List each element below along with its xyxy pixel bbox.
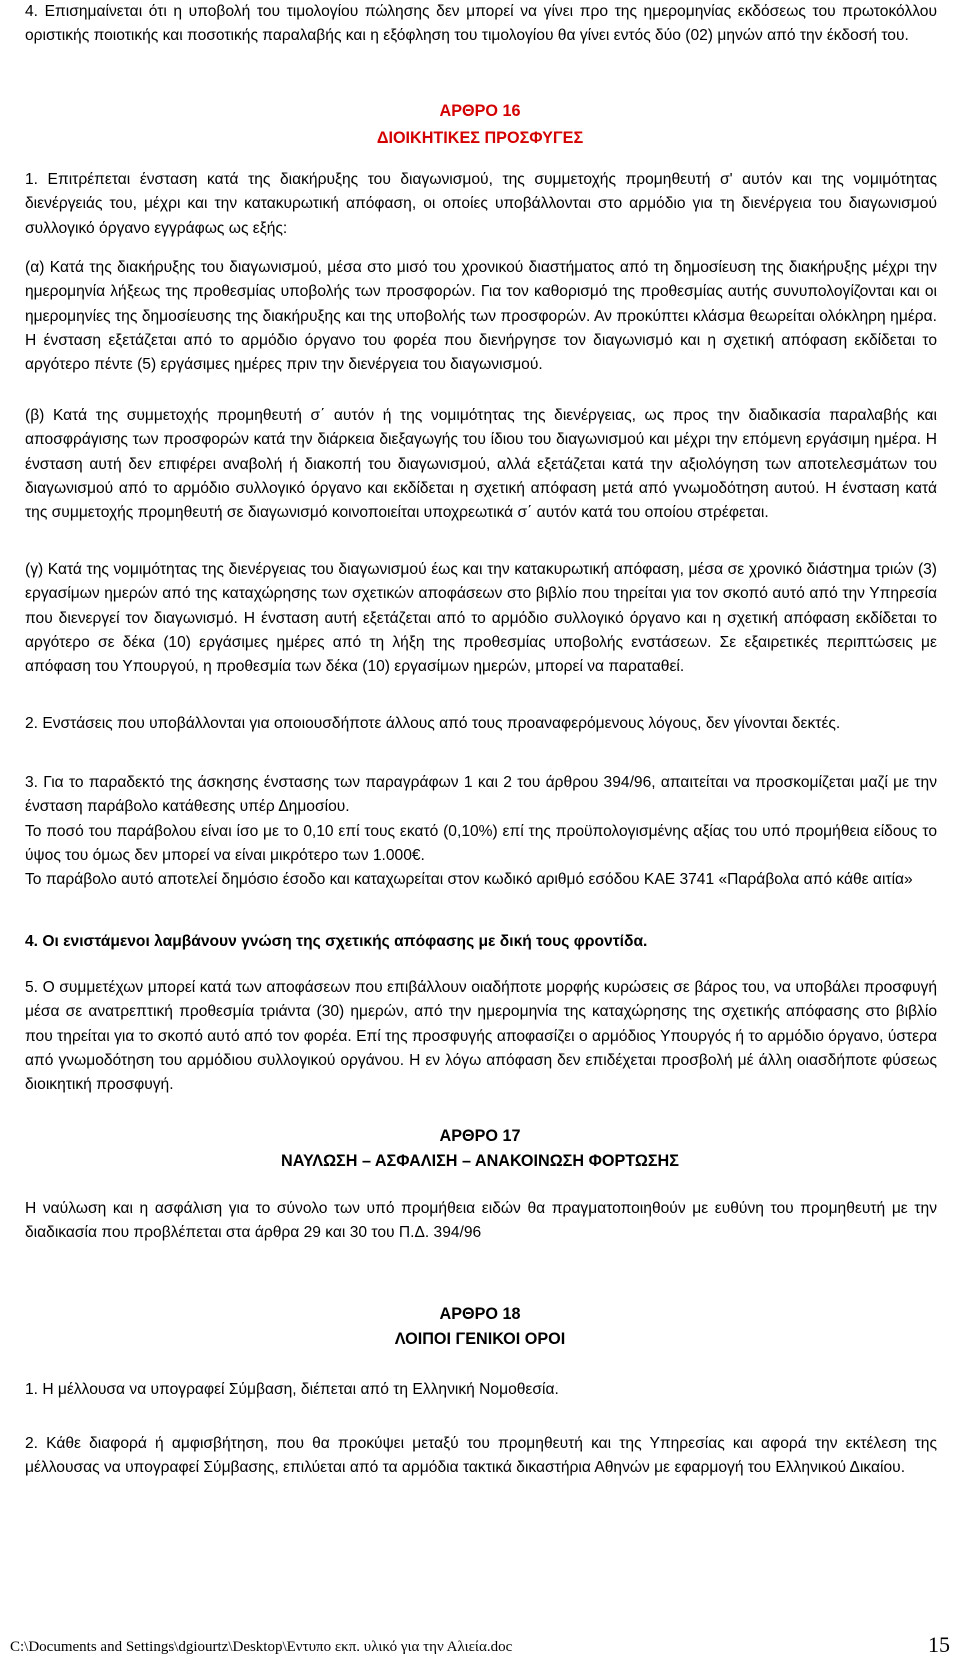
footer-file-path: C:\Documents and Settings\dgiourtz\Desktop\Εντυπο εκπ. υλικό για την Αλιεία.doc xyxy=(10,1639,513,1655)
article-16-paragraph-4: 4. Οι ενιστάμενοι λαμβάνουν γνώση της σχετικής απόφασης με δική τους φροντίδα. xyxy=(25,933,648,950)
article-16-paragraph-3b: Το ποσό του παράβολου είναι ίσο με το 0,10 επί τους εκατό (0,10%) επί της προϋπολογισμένης αξίας του υπό προμήθεια είδους το ύψος του όμως δεν μπορεί να είναι μικρότερο των 1.000€. xyxy=(25,823,937,865)
article-16-paragraph-2: 2. Ενστάσεις που υποβάλλονται για οποιουσδήποτε άλλους από τους προαναφερόμενους λόγους, δεν γίνονται δεκτές. xyxy=(25,715,841,732)
article-16-paragraph-5: 5. Ο συμμετέχων μπορεί κατά των αποφάσεων που επιβάλλουν οιαδήποτε μορφής κυρώσεις σε βάρος του, να υποβάλει προσφυγή μέσα σε ανατρεπτική προθεσμία τριάντα (30) ημερών, από την ημερομηνία της καταχώρησης της σχετικής απόφασης στο βιβλίο που τηρείται για το σκοπό αυτό από τον φορέα. Επί της προσφυγής αποφασίζει ο αρμόδιος Υπουργός ή το αρμόδιο όργανο, ύστερα από γνωμοδότηση του αρμόδιου συλλογικού οργάνου. Η εν λόγω απόφαση δεν επιδέχεται προσβολή μέ άλλη οιασδήποτε φύσεως διοικητική προσφυγή. xyxy=(25,979,937,1094)
article-16-heading: ΑΡΘΡΟ 16 xyxy=(439,102,521,120)
article-18-paragraph-1: 1. Η μέλλουσα να υπογραφεί Σύμβαση, διέπεται από τη Ελληνική Νομοθεσία. xyxy=(25,1381,559,1398)
article-16-item-c: (γ) Κατά της νομιμότητας της διενέργειας του διαγωνισμού έως και την κατακυρωτική απόφαση, μέσα σε χρονικό διάστημα τριών (3) εργασίμων ημερών από της καταχώρησης των σχετικών αποφάσεων στο βιβλίο που τηρείται για τον σκοπό αυτό από την Υπηρεσία που διενεργεί τον διαγωνισμό. Η ένσταση αυτή εξετάζεται από το αρμόδιο συλλογικό όργανο και η σχετική απόφαση εκδίδεται το αργότερο σε δέκα (10) εργάσιμες ημέρες από τη λήξη της προθεσμίας υποβολής ενστάσεων. Σε εξαιρετικές περιπτώσεις με απόφαση του Υπουργού, η προθεσμία των δέκα (10) εργασίμων ημερών, μπορεί να παραταθεί. xyxy=(25,561,937,676)
article-16-item-a: (α) Κατά της διακήρυξης του διαγωνισμού, μέσα στο μισό του χρονικού διαστήματος από τη δημοσίευση της διακήρυξης μέχρι την ημερομηνία λήξεως της προθεσμίας υποβολής των προσφορών. Για τον καθορισμό της προθεσμίας αυτής συνυπολογίζονται και οι ημερομηνίες της δημοσίευσης της διακήρυξης και της υποβολής των προσφορών. Αν προκύπτει κλάσμα θεωρείται ολόκληρη ημέρα. Η ένσταση εξετάζεται από το αρμόδιο όργανο του φορέα που διενήργησε τον διαγωνισμό και η σχετική απόφαση εκδίδεται το αργότερο πέντε (5) εργάσιμες ημέρες πριν την διενέργεια του διαγωνισμού. xyxy=(25,259,937,374)
article-17-paragraph-1: Η ναύλωση και η ασφάλιση για το σύνολο των υπό προμήθεια ειδών θα πραγματοποιηθούν με ευθύνη του προμηθευτή με την διαδικασία που προβλέπεται στα άρθρα 29 και 30 του Π.Δ. 394/96 xyxy=(25,1200,937,1242)
article-18-title: ΛΟΙΠΟΙ ΓΕΝΙΚΟΙ ΟΡΟΙ xyxy=(394,1330,566,1348)
page-footer xyxy=(10,1632,950,1658)
article-18-paragraph-2: 2. Κάθε διαφορά ή αμφισβήτηση, που θα προκύψει μεταξύ του προμηθευτή και της Υπηρεσίας και αφορά την εκτέλεση της μέλλουσας να υπογραφεί Σύμβασης, επιλύεται από τα αρμόδια τακτικά δικαστήρια Αθηνών με εφαρμογή του Ελληνικού Δικαίου. xyxy=(25,1435,937,1477)
article-16-item-b: (β) Κατά της συμμετοχής προμηθευτή σ΄ αυτόν ή της νομιμότητας της διενέργειας, ως προς την διαδικασία παραλαβής και αποσφράγισης των προσφορών κατά την διάρκεια διεξαγωγής του ίδιου του διαγωνισμού και μέχρι την επόμενη εργάσιμη ημέρα. Η ένσταση αυτή δεν επιφέρει αναβολή ή διακοπή του διαγωνισμού, αλλά εξετάζεται κατά την αξιολόγηση των αποτελεσμάτων του διαγωνισμού από το αρμόδιο συλλογικό όργανο και εκδίδεται η σχετική απόφαση μετά από γνωμοδότηση αυτού. Η ένσταση κατά της συμμετοχής προμηθευτή σε διαγωνισμό κοινοποιείται υποχρεωτικά σ΄ αυτόν κατά του οποίου στρέφεται. xyxy=(25,407,937,522)
article-16-paragraph-3c: Το παράβολο αυτό αποτελεί δημόσιο έσοδο και καταχωρείται στον κωδικό αριθμό εσόδου ΚΑΕ 3741 «Παράβολα από κάθε αιτία» xyxy=(25,871,913,888)
article-18-heading: ΑΡΘΡΟ 18 xyxy=(439,1305,521,1323)
article-16-paragraph-3a: 3. Για το παραδεκτό της άσκησης ένστασης των παραγράφων 1 και 2 του άρθρου 394/96, απαιτείται να προσκομίζεται μαζί με την ένσταση παράβολο κατάθεσης υπέρ Δημοσίου. xyxy=(25,774,937,816)
article-16-paragraph-1: 1. Επιτρέπεται ένσταση κατά της διακήρυξης του διαγωνισμού, της συμμετοχής προμηθευτή σ' αυτόν και της νομιμότητας διενέργειάς του, μέχρι και την κατακυρωτική απόφαση, οι οποίες υποβάλλονται στο αρμόδιο για τη διενέργεια του διαγωνισμού συλλογικό όργανο εγγράφως ως εξής: xyxy=(25,171,937,237)
page-number: 15 xyxy=(928,1632,950,1657)
article-16-title: ΔΙΟΙΚΗΤΙΚΕΣ ΠΡΟΣΦΥΓΕΣ xyxy=(376,129,584,147)
article-17-heading: ΑΡΘΡΟ 17 xyxy=(439,1127,521,1145)
article-17-title: ΝΑΥΛΩΣΗ – ΑΣΦΑΛΙΣΗ – ΑΝΑΚΟΙΝΩΣΗ ΦΟΡΤΩΣΗΣ xyxy=(281,1152,679,1170)
paragraph-intro: 4. Επισημαίνεται ότι η υποβολή του τιμολογίου πώλησης δεν μπορεί να γίνει προ της ημερομηνίας εκδόσεως του πρωτοκόλλου οριστικής ποιοτικής και ποσοτικής παραλαβής και η εξόφληση του τιμολογίου θα γίνει εντός δύο (02) μηνών από την έκδοσή του. xyxy=(25,3,937,45)
